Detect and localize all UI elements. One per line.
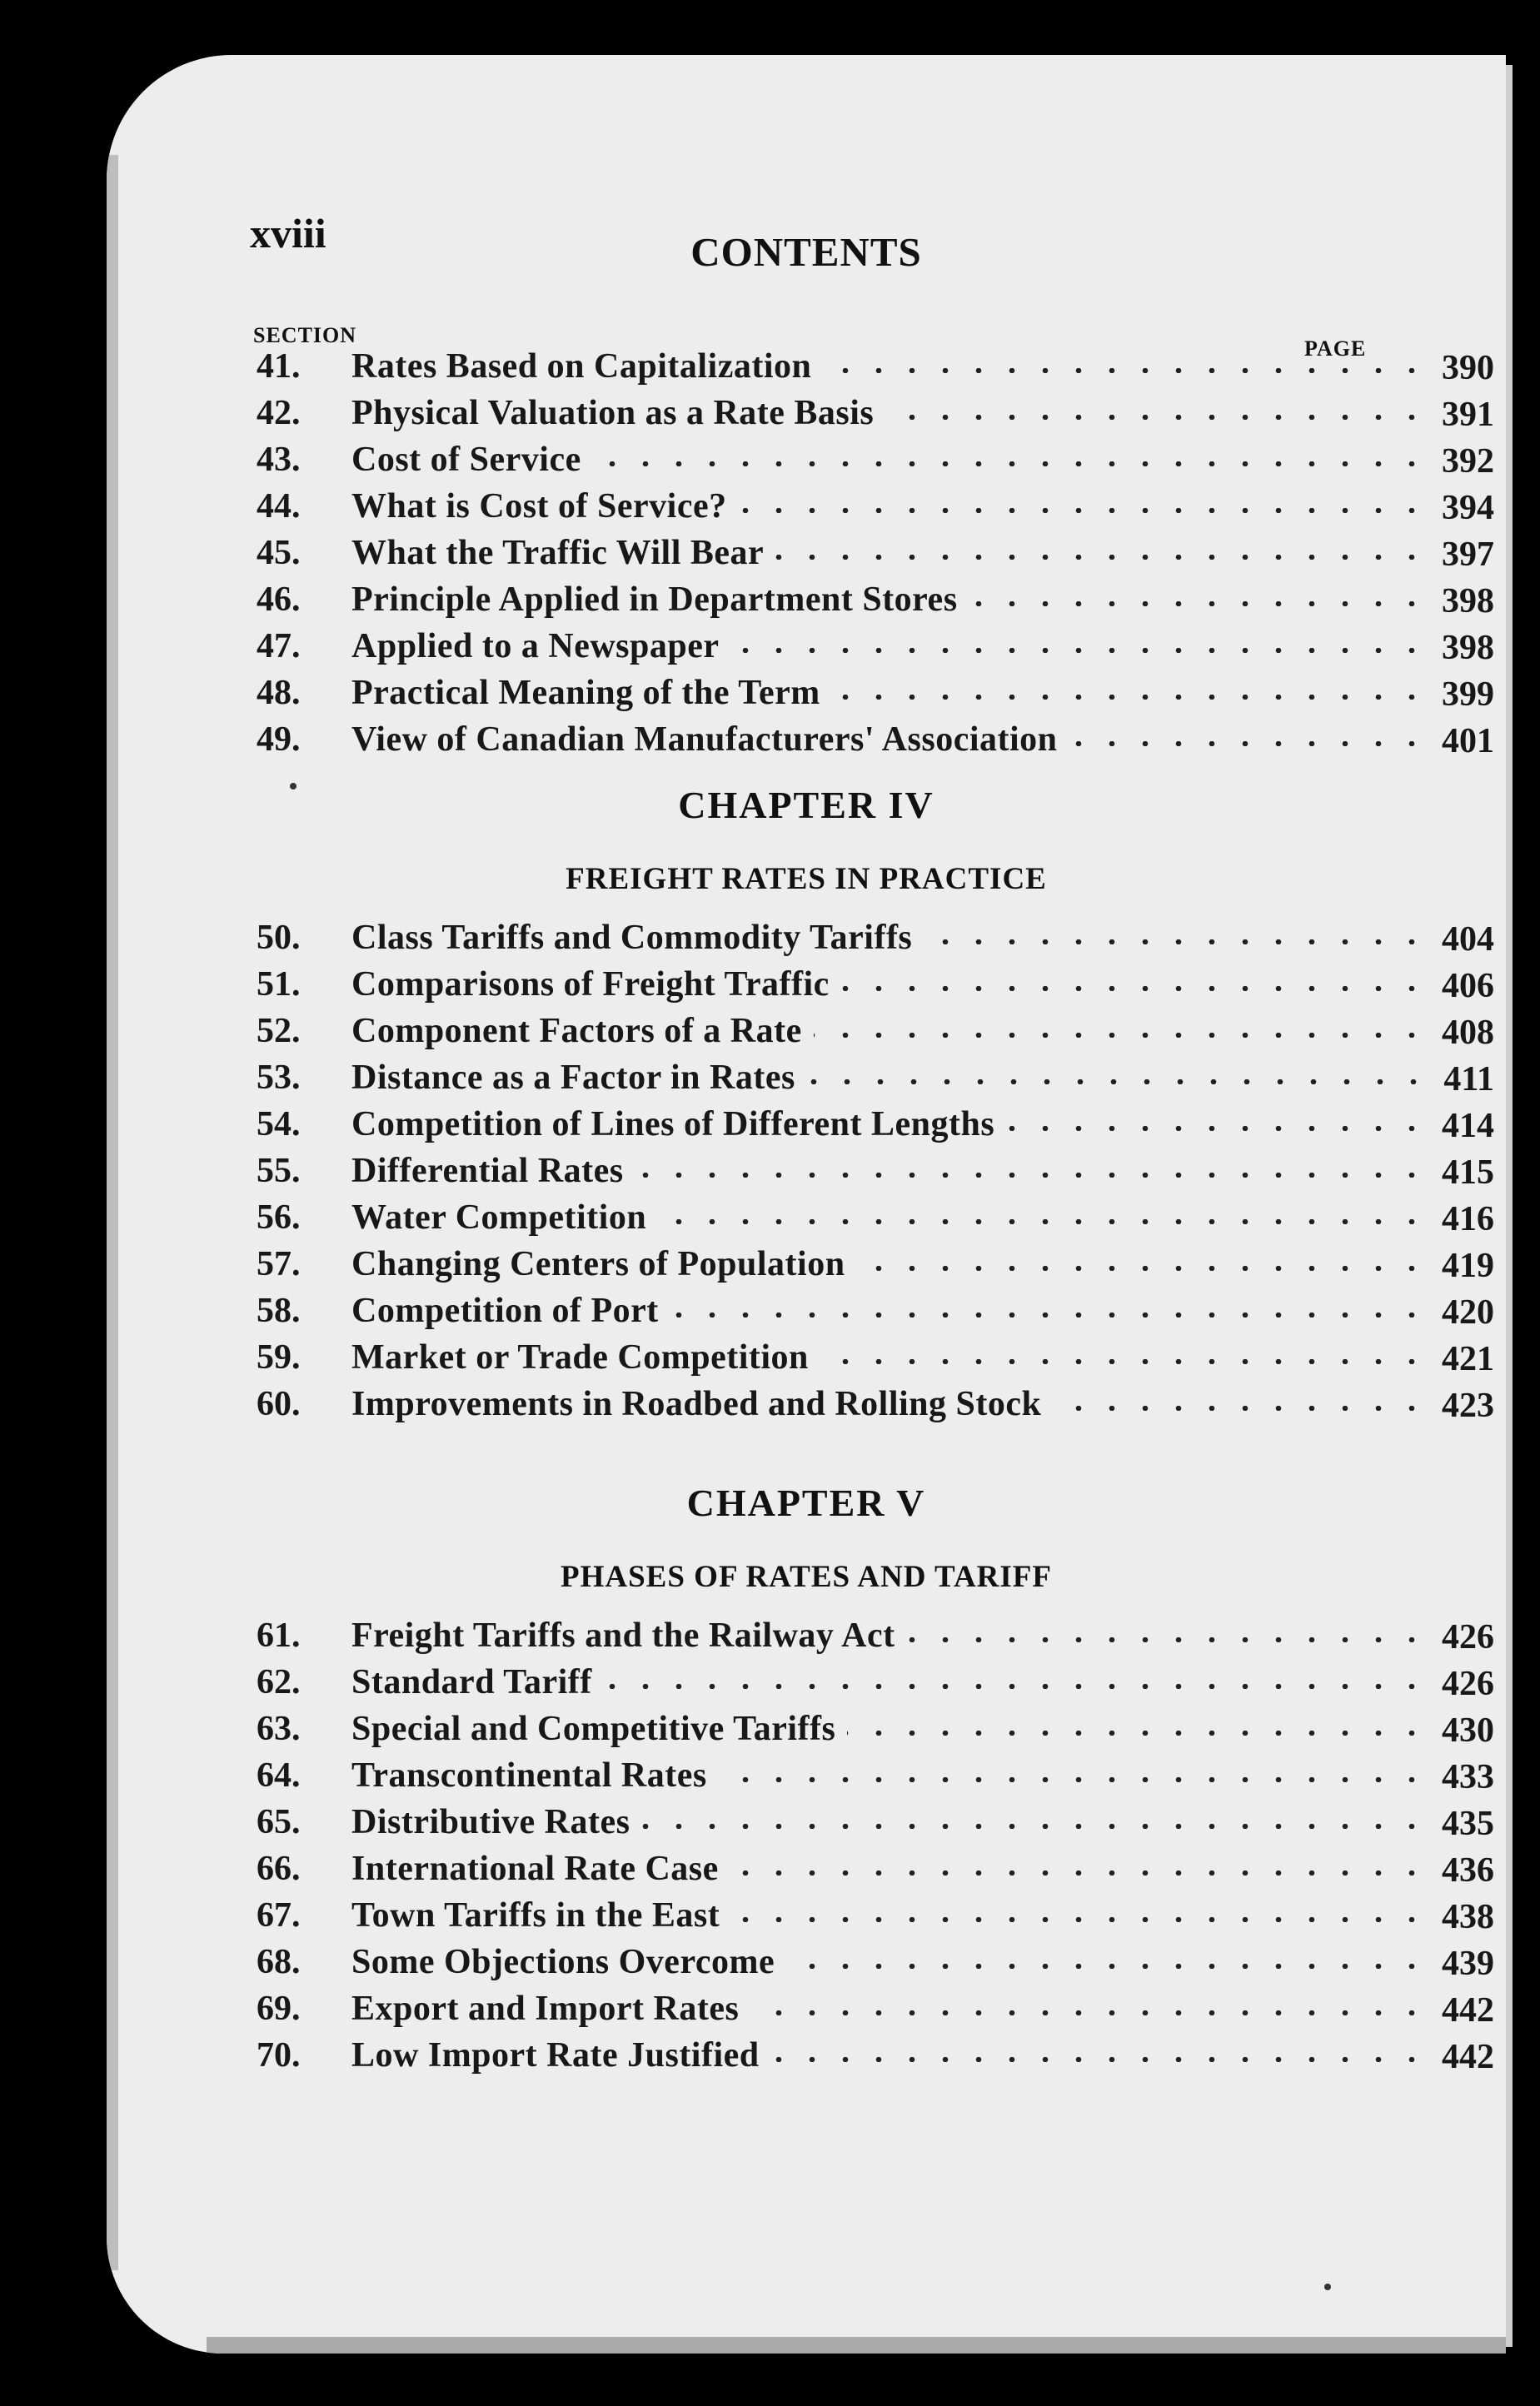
toc-entry-number: 61.	[257, 1616, 301, 1655]
toc-entry	[257, 533, 1494, 580]
toc-entry	[257, 1058, 1494, 1104]
dot-leader	[641, 1824, 1428, 1829]
toc-entry-title: What the Traffic Will Bear	[351, 534, 765, 572]
section-column-label: SECTION	[253, 323, 357, 347]
toc-entry-title: Physical Valuation as a Rate Basis	[351, 394, 875, 432]
toc-entry-page: 430	[1437, 1711, 1494, 1751]
toc-entry	[257, 1151, 1494, 1198]
toc-entry	[257, 486, 1494, 533]
toc-entry-number: 45.	[257, 534, 301, 572]
toc-entry-number: 59.	[257, 1338, 301, 1377]
toc-entry-page: 408	[1437, 1013, 1494, 1053]
toc-entry	[257, 1895, 1494, 1942]
toc-entry-page: 423	[1437, 1386, 1494, 1426]
toc-entry-title: Transcontinental Rates	[351, 1756, 707, 1795]
toc-entry-number: 58.	[257, 1292, 301, 1330]
toc-entry-title: Comparisons of Freight Traffic	[351, 965, 830, 1004]
toc-entry-number: 63.	[257, 1710, 301, 1748]
toc-entry-number: 47.	[257, 627, 301, 665]
dot-leader	[857, 1266, 1428, 1271]
toc-entry-title: Rates Based on Capitalization	[351, 347, 812, 386]
toc-entry-page: 436	[1437, 1851, 1494, 1890]
toc-entry-number: 53.	[257, 1059, 301, 1097]
toc-entry-page: 442	[1437, 2037, 1494, 2077]
toc-entry	[257, 626, 1494, 673]
toc-entry-page: 392	[1437, 441, 1494, 481]
toc-entry-number: 46.	[257, 580, 301, 619]
toc-entry-page: 391	[1437, 395, 1494, 435]
page-shadow-left	[107, 155, 118, 2270]
dot-leader	[635, 1173, 1428, 1178]
dot-leader	[820, 1359, 1428, 1364]
toc-entry	[257, 1802, 1494, 1849]
page-number-roman: xviii	[250, 210, 326, 257]
toc-entry	[257, 673, 1494, 720]
toc-entry-number: 55.	[257, 1152, 301, 1190]
dot-leader	[814, 1033, 1428, 1038]
toc-entry-title: What is Cost of Service?	[351, 487, 727, 526]
toc-entry	[257, 346, 1494, 393]
toc-entry-page: 399	[1437, 675, 1494, 715]
dot-leader	[771, 2057, 1428, 2062]
toc-entry	[257, 918, 1494, 964]
dot-leader	[750, 2010, 1428, 2015]
page-edge	[1506, 65, 1513, 2347]
toc-entry-page: 426	[1437, 1617, 1494, 1657]
toc-entry-title: Applied to a Newspaper	[351, 627, 720, 665]
dot-leader	[924, 939, 1428, 944]
toc-entry-page: 415	[1437, 1153, 1494, 1193]
toc-entry	[257, 393, 1494, 440]
toc-entry-number: 62.	[257, 1663, 301, 1701]
toc-entry	[257, 1384, 1494, 1431]
toc-entry-number: 52.	[257, 1012, 301, 1050]
toc-entry	[257, 1291, 1494, 1337]
toc-entry-number: 69.	[257, 1990, 301, 2028]
dot-leader	[786, 1964, 1428, 1969]
toc-entry-number: 50.	[257, 919, 301, 957]
dot-leader	[1069, 741, 1428, 746]
toc-entry	[257, 1616, 1494, 1662]
toc-entry-number: 48.	[257, 674, 301, 712]
toc-entry-title: Improvements in Roadbed and Rolling Stock	[351, 1385, 1042, 1423]
toc-entry-title: Class Tariffs and Commodity Tariffs	[351, 919, 913, 957]
book-page	[107, 55, 1506, 2354]
toc-entry	[257, 1198, 1494, 1244]
toc-entry	[257, 1942, 1494, 1989]
print-speck	[290, 783, 297, 790]
toc-entry-page: 419	[1437, 1246, 1494, 1286]
toc-entry-number: 49.	[257, 720, 301, 759]
toc-entry-number: 60.	[257, 1385, 301, 1423]
toc-entry	[257, 440, 1494, 486]
toc-entry-number: 54.	[257, 1105, 301, 1143]
toc-entry-title: Distance as a Factor in Rates	[351, 1059, 795, 1097]
chapter-4-subtitle: FREIGHT RATES IN PRACTICE	[566, 862, 1047, 896]
toc-entry-title: Freight Tariffs and the Railway Act	[351, 1616, 895, 1655]
toc-entry-number: 66.	[257, 1850, 301, 1888]
dot-leader	[593, 461, 1428, 466]
page-column-label: PAGE	[1304, 336, 1367, 361]
dot-leader	[841, 986, 1428, 991]
toc-entry-page: 414	[1437, 1106, 1494, 1146]
toc-entry-number: 42.	[257, 394, 301, 432]
page-title: CONTENTS	[690, 229, 922, 275]
toc-entry-page: 433	[1437, 1757, 1494, 1797]
toc-entry-page: 439	[1437, 1944, 1494, 1984]
toc-entry-number: 57.	[257, 1245, 301, 1283]
page-shadow-bottom	[207, 2337, 1506, 2354]
toc-entry-number: 43.	[257, 441, 301, 479]
toc-entry-number: 70.	[257, 2036, 301, 2075]
toc-entry-page: 398	[1437, 581, 1494, 621]
toc-entry-title: Distributive Rates	[351, 1803, 630, 1841]
dot-leader	[1053, 1406, 1428, 1411]
toc-entry-page: 394	[1437, 488, 1494, 528]
toc-entry-title: Changing Centers of Population	[351, 1245, 845, 1283]
toc-entry-title: Competition of Lines of Different Lengths	[351, 1105, 995, 1143]
dot-leader	[969, 601, 1428, 606]
dot-leader	[1006, 1126, 1428, 1131]
toc-entry	[257, 720, 1494, 766]
toc-entry	[257, 1337, 1494, 1384]
toc-entry-title: Export and Import Rates	[351, 1990, 740, 2028]
toc-entry-title: Competition of Port	[351, 1292, 659, 1330]
toc-entry-title: Water Competition	[351, 1198, 647, 1237]
toc-entry-title: Component Factors of a Rate	[351, 1012, 802, 1050]
dot-leader	[658, 1219, 1428, 1224]
toc-entry-title: International Rate Case	[351, 1850, 719, 1888]
toc-entry-number: 64.	[257, 1756, 301, 1795]
toc-entry-page: 416	[1437, 1199, 1494, 1239]
dot-leader	[739, 508, 1428, 513]
toc-entry-page: 442	[1437, 1990, 1494, 2030]
toc-entry-title: Cost of Service	[351, 441, 581, 479]
toc-entry-title: Market or Trade Competition	[351, 1338, 809, 1377]
toc-entry-title: Low Import Rate Justified	[351, 2036, 760, 2075]
toc-entry	[257, 1849, 1494, 1895]
dot-leader	[823, 368, 1428, 373]
toc-entry-number: 65.	[257, 1803, 301, 1841]
toc-entry	[257, 1756, 1494, 1802]
toc-entry-number: 44.	[257, 487, 301, 526]
toc-entry-page: 420	[1437, 1293, 1494, 1333]
dot-leader	[847, 1731, 1428, 1736]
toc-entry-page: 390	[1437, 348, 1494, 388]
dot-leader	[731, 1917, 1428, 1922]
toc-entry-page: 406	[1437, 966, 1494, 1006]
toc-entry-page: 421	[1437, 1339, 1494, 1379]
toc-entry-page: 401	[1437, 721, 1494, 761]
toc-entry	[257, 1989, 1494, 2035]
dot-leader	[670, 1313, 1428, 1318]
toc-entry-number: 67.	[257, 1896, 301, 1935]
dot-leader	[731, 648, 1428, 653]
dot-leader	[775, 555, 1428, 560]
toc-entry-title: Practical Meaning of the Term	[351, 674, 820, 712]
toc-entry-page: 398	[1437, 628, 1494, 668]
toc-entry	[257, 1662, 1494, 1709]
dot-leader	[730, 1871, 1428, 1875]
toc-entry-title: Differential Rates	[351, 1152, 624, 1190]
toc-entry-number: 68.	[257, 1943, 301, 1981]
toc-entry-title: Some Objections Overcome	[351, 1943, 775, 1981]
dot-leader	[604, 1684, 1428, 1689]
toc-entry-page: 435	[1437, 1804, 1494, 1844]
dot-leader	[719, 1777, 1428, 1782]
chapter-5-subtitle: PHASES OF RATES AND TARIFF	[561, 1560, 1052, 1594]
toc-entry-page: 404	[1437, 919, 1494, 959]
toc-entry-page: 411	[1438, 1059, 1494, 1099]
dot-leader	[907, 1637, 1428, 1642]
toc-entry-number: 51.	[257, 965, 301, 1004]
print-speck	[1324, 2284, 1331, 2290]
toc-entry	[257, 580, 1494, 626]
chapter-4-heading: CHAPTER IV	[678, 784, 934, 826]
toc-entry-title: Special and Competitive Tariffs	[351, 1710, 836, 1748]
toc-entry	[257, 1709, 1494, 1756]
toc-entry-title: Principle Applied in Department Stores	[351, 580, 958, 619]
toc-entry-title: Standard Tariff	[351, 1663, 592, 1701]
toc-entry	[257, 1244, 1494, 1291]
toc-entry	[257, 964, 1494, 1011]
toc-entry	[257, 1104, 1494, 1151]
dot-leader	[885, 415, 1428, 420]
toc-entry	[257, 1011, 1494, 1058]
toc-entry	[257, 2035, 1494, 2082]
toc-entry-page: 397	[1437, 535, 1494, 575]
toc-entry-title: Town Tariffs in the East	[351, 1896, 720, 1935]
toc-entry-page: 438	[1437, 1897, 1494, 1937]
toc-entry-page: 426	[1437, 1664, 1494, 1704]
dot-leader	[832, 695, 1428, 700]
toc-entry-title: View of Canadian Manufacturers' Association	[351, 720, 1058, 759]
toc-entry-number: 56.	[257, 1198, 301, 1237]
toc-entry-number: 41.	[257, 347, 301, 386]
chapter-5-heading: CHAPTER V	[686, 1482, 926, 1524]
dot-leader	[807, 1079, 1430, 1084]
